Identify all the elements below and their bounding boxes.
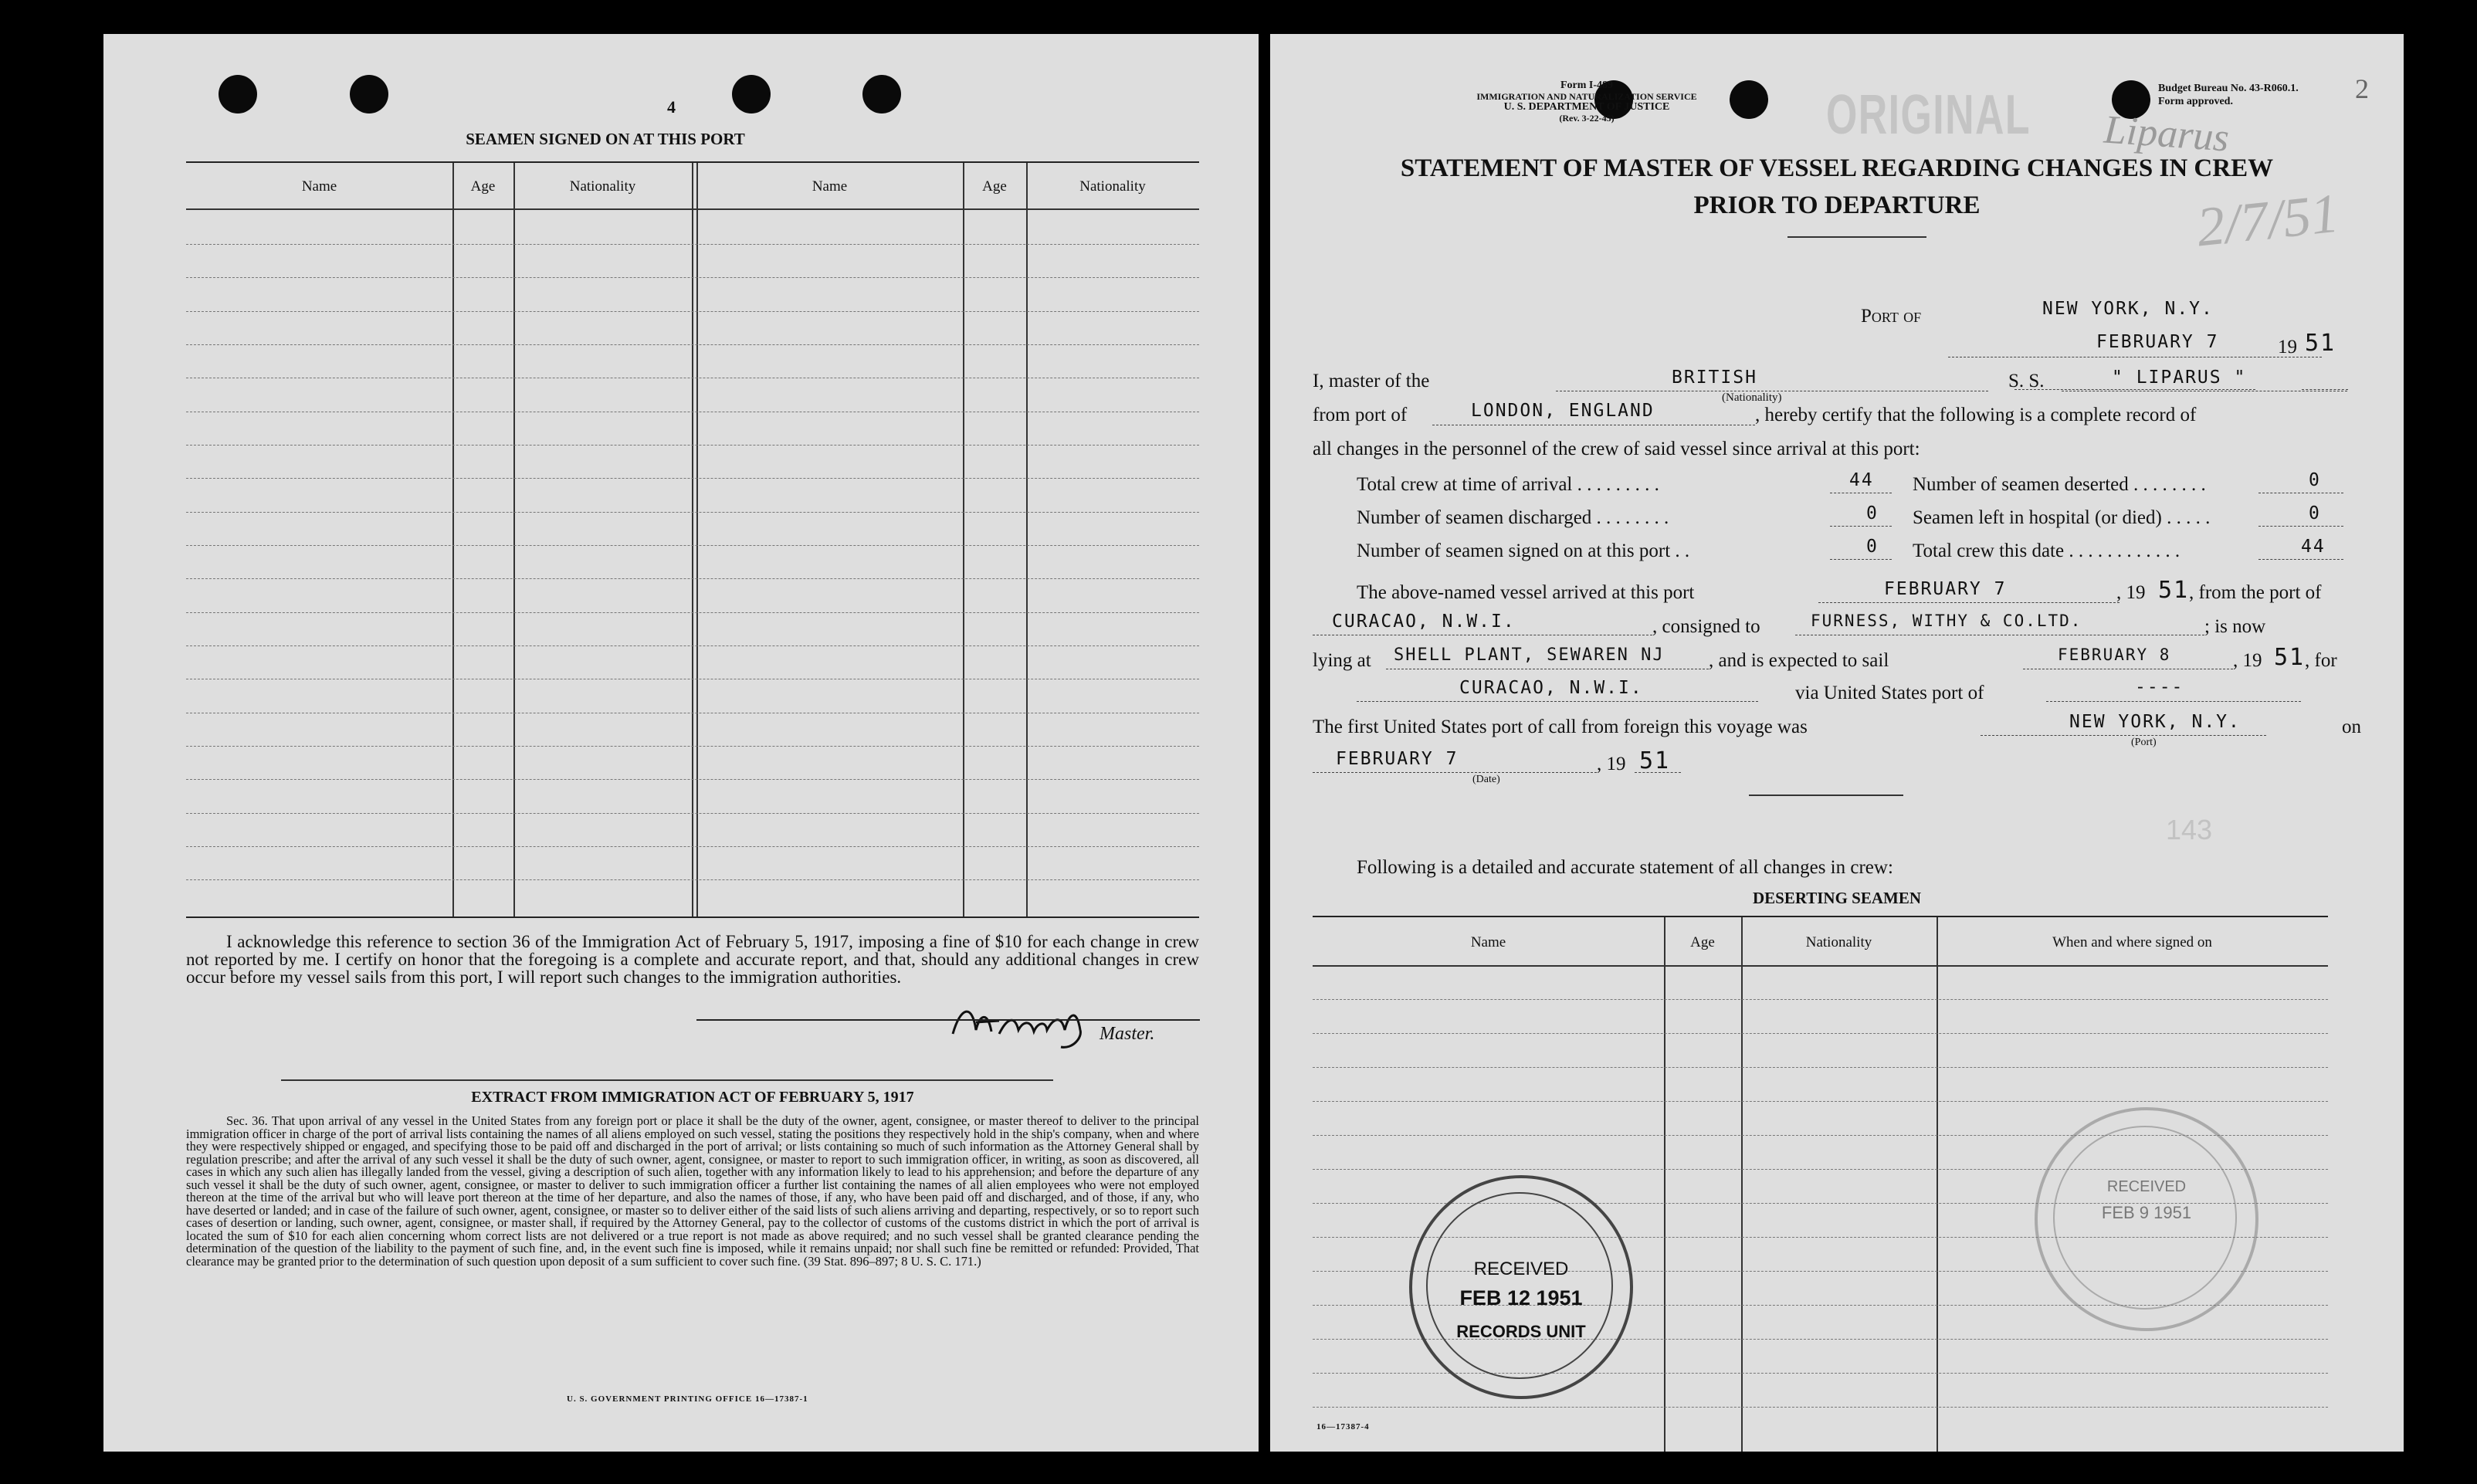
via-value: ---- [2135,677,2184,697]
nationality-value: BRITISH [1672,368,1757,388]
title-line: STATEMENT OF MASTER OF VESSEL REGARDING CHANGES IN CREW [1400,154,2274,182]
ss-label: S. S. [2008,371,2045,391]
port-value: NEW YORK, N.Y. [2042,299,2214,319]
stamp-unit-text: RECORDS UNIT [1456,1322,1586,1341]
arrived-date: FEBRUARY 7 [1884,579,2007,599]
origin-port: CURACAO, N.W.I. [1332,612,1516,632]
corner-mark: 2 [2355,73,2369,104]
form-header [1440,80,1733,124]
section-title: SEAMEN SIGNED ON AT THIS PORT [466,130,745,148]
arrived-label: The above-named vessel arrived at this port [1357,582,1695,603]
column-header: Name [301,178,337,195]
column-header: Age [470,178,496,195]
master-label: Master. [1100,1024,1155,1044]
column-header: Name [1470,934,1506,950]
column-header: When and where signed on [2052,934,2212,950]
extract-text: Sec. 36. That upon arrival of any vessel in the United States from any foreign port or place it shall be the duty of the owner, agent, consignee, or master thereof to deliver to the principal immigration officer in charge of the port of arrival lists containing the names of all aliens employed on such vessel, stating the positions they respectively hold in the ship's company, when and where they were respectively shipped or engaged, and specifying those to be paid off and discharged in the port of arrival; or lists containing so much of such information as the Attorney General shall by regulation prescribe; and after the arrival of any such vessel it shall be the duty of such owner, agent, consignee, or master to report to such immigration officer, in writing, as soon as discovered, all cases in which any such alien has illegally landed from the vessel, giving a description of such alien, together with any information likely to lead to his apprehension; and before the departure of any such vessel it shall be the duty of such owner, agent, consignee, or master to deliver to such immigration officer a further list containing the names of all alien employees who were not employed thereon at the time of the arrival but who will leave port thereon at the time of her departure, and also the names of those, if any, who have been paid off and discharged, and of those, if any, who have deserted or landed; and in case of the failure of such owner, agent, consignee, or master so to deliver either of the said lists of such aliens arriving and departing, respectively, or so to report such cases of desertion or landing, such owner, agent, consignee, or master shall, if required by the Attorney General, pay to the collector of customs of the customs district in which the port of arrival is located the sum of $10 for each alien concerning whom correct lists are not delivered or a true report is not made as above required; and no such vessel shall be granted clearance pending the determination of the question of the liability to the payment of such fine, and, in the event such fine is imposed, while it remains unpaid; nor shall such fine be remitted or refunded: Provided, That clearance may be granted prior to the determination of such question upon deposit of a sum sufficient to cover such fine. (39 Stat. 896–897; 8 U. S. C. 171.) [186,1113,1199,1269]
punch-hole [219,75,257,114]
punch-hole [1730,80,1768,119]
budget-line: Budget Bureau No. 43-R060.1. [2158,83,2299,94]
ship-name: " LIPARUS " [2112,368,2247,388]
sail-year-prefix: , 19 [2233,650,2262,671]
date-value: FEBRUARY 7 [2096,332,2219,352]
first-year-prefix: , 19 [1597,754,1626,774]
date-year: 51 [2305,330,2336,357]
right-page [1270,34,2404,1452]
handwritten-date: 2/7/51 [2194,181,2342,259]
budget-note [2158,82,2299,108]
budget-line: Form approved. [2158,96,2233,107]
port-caption: (Port) [2131,737,2157,748]
expected-label: , and is expected to sail [1709,650,1889,671]
punch-hole [350,75,388,114]
discharged-value: 0 [1866,503,1879,523]
revision: (Rev. 3-22-45) [1559,113,1615,124]
port-label: Port of [1861,306,1922,327]
is-now: ; is now [2204,616,2266,637]
destination: CURACAO, N.W.I. [1459,678,1643,698]
date-caption: (Date) [1472,774,1500,785]
agency-line: IMMIGRATION AND NATURALIZATION SERVICE [1476,91,1697,102]
agency-line: U. S. DEPARTMENT OF JUSTICE [1503,101,1670,113]
lying-at: SHELL PLANT, SEWAREN NJ [1394,645,1665,665]
on-label: on [2342,717,2361,737]
following-text: Following is a detailed and accurate statement of all changes in crew: [1357,857,1893,878]
signed-value: 0 [1866,537,1879,557]
column-header: Nationality [1079,178,1146,195]
lying-at-label: lying at [1313,650,1371,671]
arrival-label: Total crew at time of arrival . . . . . . . . . [1357,474,1659,495]
from-the-port: , from the port of [2189,582,2322,603]
form-id: Form I-489 [1560,80,1614,91]
consigned-label: , consigned to [1652,616,1760,637]
date-prefix: 19 [2278,337,2297,357]
printer-note: 16—17387-4 [1316,1422,1370,1431]
consignee: FURNESS, WITHY & CO.LTD. [1811,612,2082,630]
column-header: Name [812,178,848,195]
deserted-label: Number of seamen deserted . . . . . . . . [1913,474,2206,495]
first-port: NEW YORK, N.Y. [2069,712,2241,732]
for-label: , for [2305,650,2337,671]
from-port-value: LONDON, ENGLAND [1471,401,1655,421]
page-number: 4 [667,97,676,117]
via-label: via United States port of [1795,683,1984,703]
certify-text-2: all changes in the personnel of the crew of said vessel since arrival at this port: [1313,439,1920,459]
hospital-label: Seamen left in hospital (or died) . . . . . [1913,507,2211,528]
title-line: PRIOR TO DEPARTURE [1693,191,1981,219]
handwritten-vessel: Liparus [2103,107,2231,161]
faint-number: 143 [2166,814,2213,845]
deserting-title: DESERTING SEAMEN [1752,889,1922,907]
arrival-value: 44 [1849,470,1874,490]
acknowledgment-text: I acknowledge this reference to section 36 of the Immigration Act of February 5, 1917, imposing a fine of $10 for each change in crew not reported by me. I certify on honor that the foregoing is a complete and accurate report, and that, should any additional changes in crew occur before my vessel sails from this port, I will report such changes to the immigration authorities. [186,932,1199,987]
original-stamp: ORIGINAL [1826,84,2031,146]
total-value: 44 [2301,537,2326,557]
punch-hole [862,75,901,114]
seamen-signed-on-table [186,161,1199,918]
stamp-date-text: FEB 12 1951 [1459,1286,1583,1310]
stamp-received-text: RECEIVED [2106,1178,2187,1195]
received-stamp-faint [2035,1107,2258,1331]
left-page [103,34,1259,1452]
first-year: 51 [1639,747,1671,774]
sail-date: FEBRUARY 8 [2058,645,2171,664]
total-label: Total crew this date . . . . . . . . . . . . [1913,540,2181,561]
from-port-label: from port of [1313,405,1408,425]
printer-note: U. S. GOVERNMENT PRINTING OFFICE 16—17387-1 [567,1394,808,1404]
nationality-caption: (Nationality) [1722,391,1782,404]
column-header: Nationality [1805,934,1872,950]
arrived-year-prefix: , 19 [2116,582,2146,603]
stamp-received-text: RECEIVED [1473,1259,1569,1279]
received-stamp-records-unit [1409,1175,1633,1399]
master-label: I, master of the [1313,371,1430,391]
sail-year: 51 [2274,644,2306,671]
hospital-value: 0 [2309,503,2321,523]
signed-label: Number of seamen signed on at this port . . [1357,540,1690,561]
column-header: Age [1690,934,1715,950]
master-signature [945,991,1115,1053]
certify-text: , hereby certify that the following is a complete record of [1755,405,2197,425]
first-port-label: The first United States port of call from foreign this voyage was [1313,717,1808,737]
first-date: FEBRUARY 7 [1336,749,1459,769]
stamp-date-text: FEB 9 1951 [2101,1203,2192,1222]
discharged-label: Number of seamen discharged . . . . . . . . [1357,507,1669,528]
arrived-year: 51 [2158,577,2190,604]
column-header: Nationality [569,178,636,195]
deserted-value: 0 [2309,470,2321,490]
column-header: Age [982,178,1007,195]
punch-hole [732,75,771,114]
extract-title: EXTRACT FROM IMMIGRATION ACT OF FEBRUARY 5, 1917 [471,1089,914,1106]
form-title [1270,150,2404,224]
